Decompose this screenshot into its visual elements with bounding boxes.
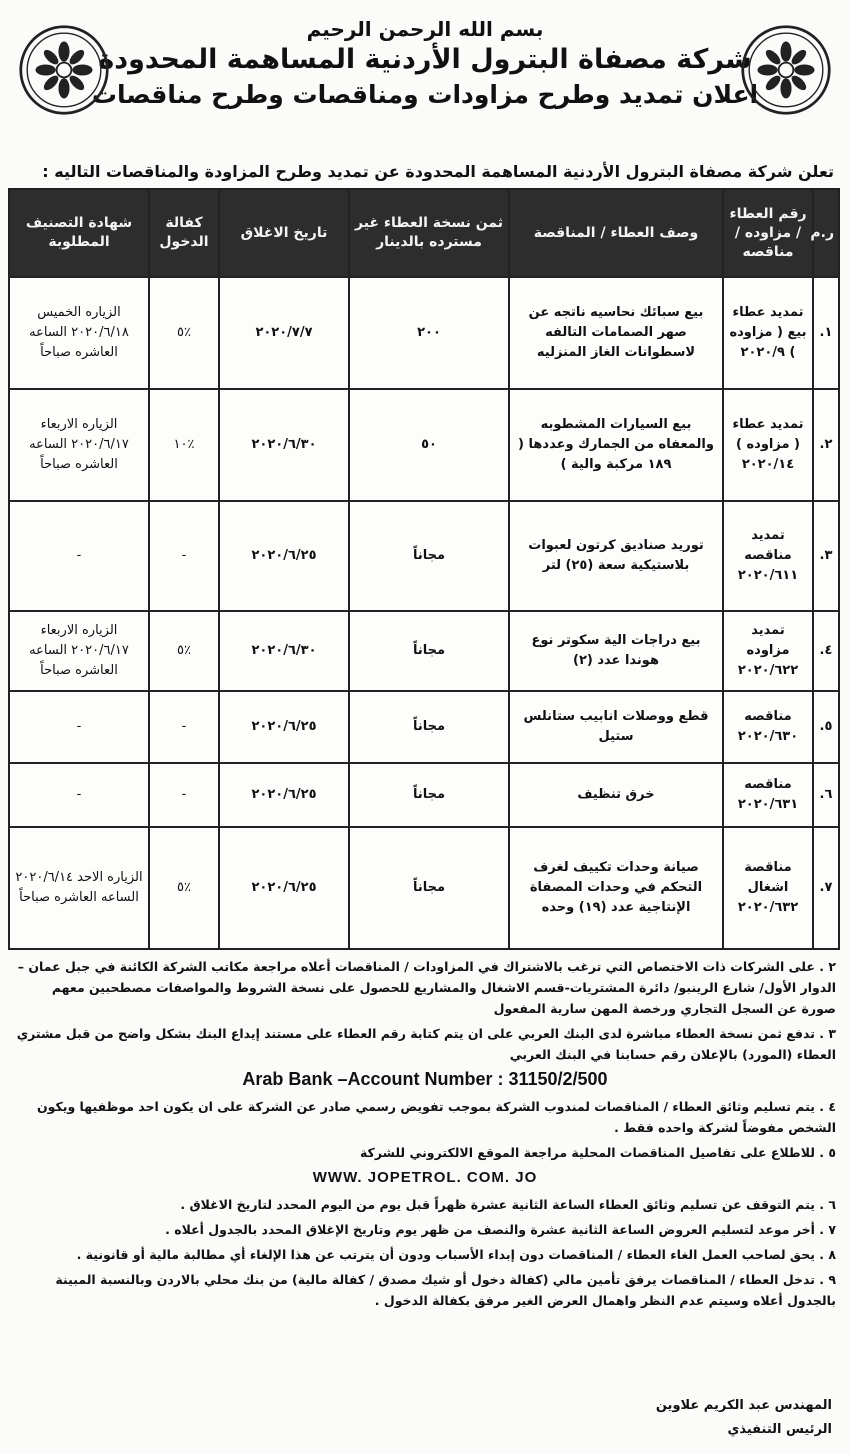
col-header-desc: وصف العطاء / المناقصة	[509, 189, 723, 277]
tenders-table	[8, 188, 840, 950]
row-number: ٦.	[813, 763, 839, 827]
company-name: شركة مصفاة البترول الأردنية المساهمة المحدودة	[98, 44, 752, 75]
table-row	[9, 827, 839, 949]
row-number: ٣.	[813, 501, 839, 611]
copy-price: مجاناً	[349, 501, 509, 611]
table-header-row	[9, 189, 839, 277]
col-header-num: ر.م	[813, 189, 839, 277]
col-header-price: ثمن نسخة العطاء غير مسترده بالدينار	[349, 189, 509, 277]
note-item: ٢ . على الشركات ذات الاختصاص التي ترغب بالاشتراك في المزاودات / المناقصات أعلاه مراجعة مكاتب الشركة الكائنة في جبل عمان –الدوار الأول/ شارع الرينبو/ دائرة المشتريات-قسم الاشغال والمشاريع للحصول على نسخة الشروط والمواصفات مصطحبين معهم صورة عن السجل التجاري ورخصة المهن سارية المفعول	[17, 959, 836, 1016]
row-number: ٥.	[813, 691, 839, 763]
note-item: ٤ . يتم تسليم وثائق العطاء / المناقصات لمندوب الشركة بموجب تفويض رسمي صادر عن الشركة على ان يكون احد موظفيها ويكون الشخص مفوضاً لشركة واحده فقط .	[36, 1099, 836, 1135]
classification-visit: الزياره الخميس ٢٠٢٠/٦/١٨ الساعه العاشره صباحاً	[9, 277, 149, 389]
classification-visit: الزياره الاربعاء ٢٠٢٠/٦/١٧ الساعه العاشره صباحاً	[9, 389, 149, 501]
tender-description: صيانة وحدات تكييف لغرف التحكم في وحدات المصفاة الإنتاجية عدد (١٩) وحده	[509, 827, 723, 949]
tender-description: خرق تنظيف	[509, 763, 723, 827]
tender-code: تمديد عطاء ( مزاوده ) ٢٠٢٠/١٤	[723, 389, 813, 501]
entry-bond: ٪٥	[149, 827, 219, 949]
entry-bond: ٪٥	[149, 277, 219, 389]
note-item: ٥ . للاطلاع على تفاصيل المناقصات المحلية مراجعة الموقع الالكتروني للشركة	[359, 1145, 836, 1160]
copy-price: ٥٠	[349, 389, 509, 501]
closing-date: ٢٠٢٠/٦/٢٥	[219, 691, 349, 763]
row-number: ٢.	[813, 389, 839, 501]
terms-notes	[10, 950, 840, 1311]
signature-block	[656, 1394, 832, 1442]
basmala: بسم الله الرحمن الرحيم	[306, 17, 544, 41]
signatory-role: الرئيس التنفيذي	[727, 1422, 832, 1437]
table-row	[9, 763, 839, 827]
tender-description: توريد صناديق كرتون لعبوات بلاستيكية سعة (٢٥) لتر	[509, 501, 723, 611]
note-item: ٨ . يحق لصاحب العمل الغاء العطاء / المناقصات دون إبداء الأسباب ودون أن يترتب عن هذا الإلغاء أي مطالبة مالية أو قانونية .	[76, 1247, 836, 1262]
classification-visit: -	[9, 691, 149, 763]
table-row	[9, 277, 839, 389]
refinery-emblem-icon	[740, 24, 832, 116]
note-item: ٦ . يتم التوقف عن تسليم وثائق العطاء الساعة الثانية عشرة ظهراً قبل يوم من اليوم المحدد لتاريخ الاغلاق .	[180, 1197, 836, 1212]
classification-visit: الزياره الاربعاء ٢٠٢٠/٦/١٧ الساعه العاشره صباحاً	[9, 611, 149, 691]
tender-description: بيع السيارات المشطوبه والمعفاه من الجمارك وعددها ( ١٨٩ مركبة والية )	[509, 389, 723, 501]
closing-date: ٢٠٢٠/٦/٣٠	[219, 389, 349, 501]
announcement-header	[10, 16, 840, 158]
classification-visit: -	[9, 763, 149, 827]
col-header-date: تاريخ الاغلاق	[219, 189, 349, 277]
classification-visit: الزياره الاحد ٢٠٢٠/٦/١٤ الساعه العاشره صباحاً	[9, 827, 149, 949]
row-number: ٤.	[813, 611, 839, 691]
row-number: ٧.	[813, 827, 839, 949]
entry-bond: ٪١٠	[149, 389, 219, 501]
classification-visit: -	[9, 501, 149, 611]
announcement-title: اعلان تمديد وطرح مزاودات ومناقصات وطرح مناقصات	[91, 80, 759, 109]
note-item: ٧ . أخر موعد لتسليم العروض الساعة الثانية عشرة والنصف من ظهر يوم وتاريخ الإغلاق المحدد بالجدول أعلاه .	[165, 1222, 836, 1237]
entry-bond: -	[149, 501, 219, 611]
closing-date: ٢٠٢٠/٧/٧	[219, 277, 349, 389]
entry-bond: -	[149, 691, 219, 763]
company-website: WWW. JOPETROL. COM. JO	[312, 1169, 538, 1186]
signatory-name: المهندس عبد الكريم علاوين	[655, 1398, 832, 1413]
copy-price: مجاناً	[349, 611, 509, 691]
col-header-bond: كفالة الدخول	[149, 189, 219, 277]
copy-price: ٢٠٠	[349, 277, 509, 389]
entry-bond: ٪٥	[149, 611, 219, 691]
tender-code: مناقصة اشغال ٢٠٢٠/٦٣٢	[723, 827, 813, 949]
copy-price: مجاناً	[349, 827, 509, 949]
tender-code: تمديد مناقصه ٢٠٢٠/٦١١	[723, 501, 813, 611]
copy-price: مجاناً	[349, 691, 509, 763]
tender-description: بيع سبائك نحاسيه ناتجه عن صهر الصمامات التالفه لاسطوانات الغاز المنزليه	[509, 277, 723, 389]
closing-date: ٢٠٢٠/٦/٣٠	[219, 611, 349, 691]
closing-date: ٢٠٢٠/٦/٢٥	[219, 501, 349, 611]
table-row	[9, 611, 839, 691]
tender-description: قطع ووصلات انابيب ستانلس ستيل	[509, 691, 723, 763]
note-item: ٩ . تدخل العطاء / المناقصات يرفق تأمين مالي (كفالة دخول أو شيك مصدق / كفالة مالية) من بنك محلي بالاردن وبالنسبة المبينة بالجدول أعلاه وسيتم عدم النظر واهمال العرض الغير مرفق بكفالة الدخول .	[55, 1272, 836, 1308]
tender-code: مناقصه ٢٠٢٠/٦٣١	[723, 763, 813, 827]
table-row	[9, 389, 839, 501]
refinery-emblem-icon	[18, 24, 110, 116]
col-header-visit: شهادة التصنيف المطلوبة	[9, 189, 149, 277]
closing-date: ٢٠٢٠/٦/٢٥	[219, 763, 349, 827]
table-row	[9, 501, 839, 611]
bank-account: Arab Bank –Account Number : 31150/2/500	[242, 1069, 608, 1089]
row-number: ١.	[813, 277, 839, 389]
copy-price: مجاناً	[349, 763, 509, 827]
closing-date: ٢٠٢٠/٦/٢٥	[219, 827, 349, 949]
tender-code: مناقصه ٢٠٢٠/٦٣٠	[723, 691, 813, 763]
col-header-code: رقم العطاء / مزاوده / مناقصه	[723, 189, 813, 277]
tender-code: تمديد عطاء بيع ( مزاوده ) ٢٠٢٠/٩	[723, 277, 813, 389]
tender-code: تمديد مزاوده ٢٠٢٠/٦٢٢	[723, 611, 813, 691]
note-item: ٣ . تدفع ثمن نسخة العطاء مباشرة لدى البنك العربي على ان يتم كتابة رقم العطاء على مستند إيداع البنك بشكل واضح من قبل مشتري العطاء (المورد) بالإعلان رقم حسابنا في البنك العربي	[16, 1026, 836, 1062]
tender-description: بيع دراجات الية سكوتر نوع هوندا عدد (٢)	[509, 611, 723, 691]
entry-bond: -	[149, 763, 219, 827]
table-row	[9, 691, 839, 763]
announcement-intro: تعلن شركة مصفاة البترول الأردنية المساهمة المحدودة عن تمديد وطرح المزاودة والمناقصات التاليه :	[42, 162, 834, 181]
